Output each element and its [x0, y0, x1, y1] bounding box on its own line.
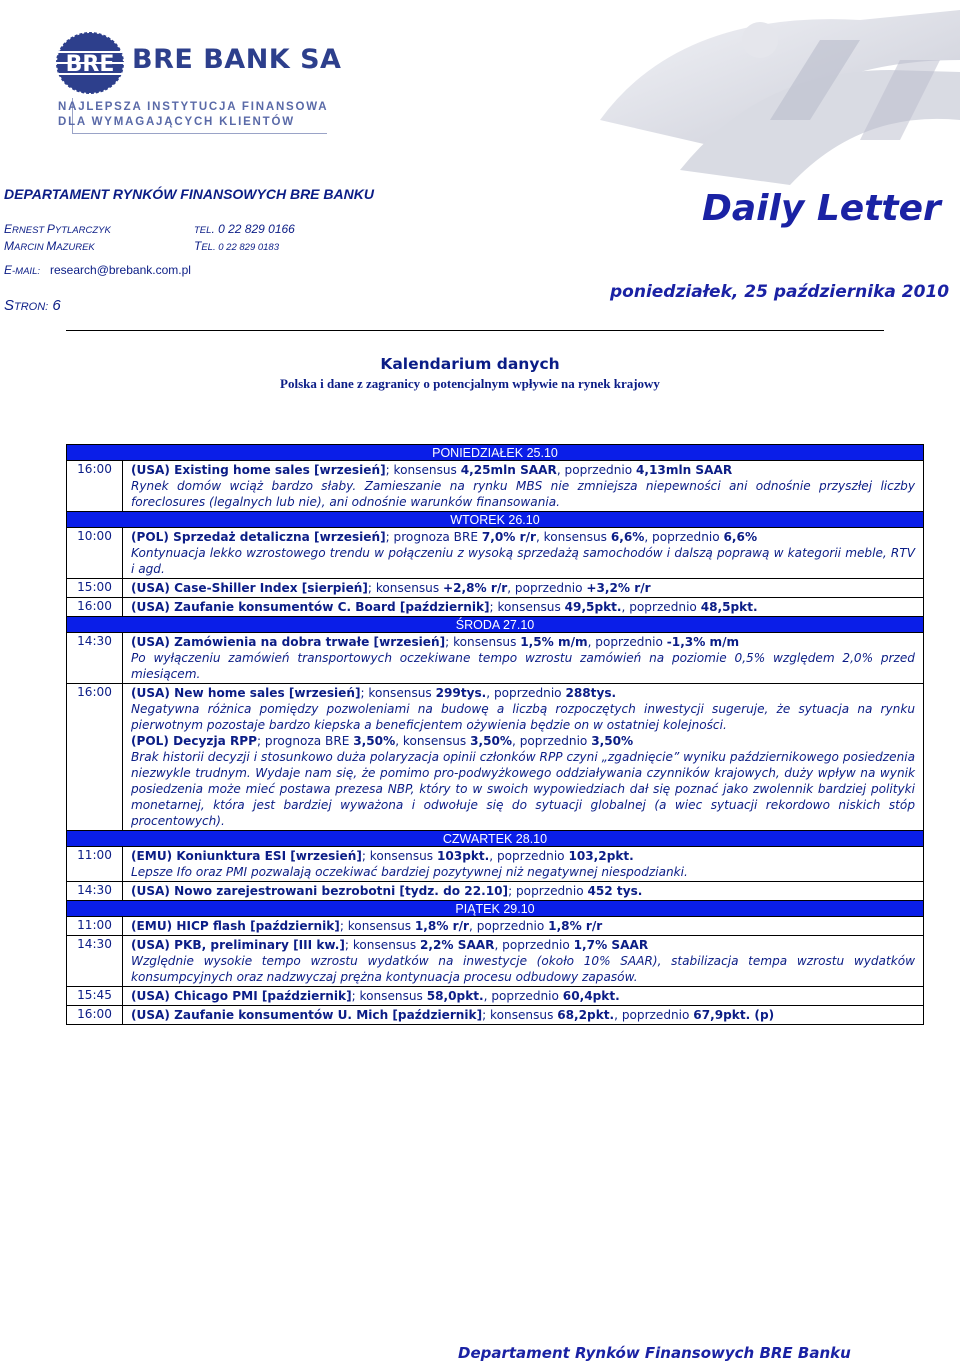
entry-headline	[131, 529, 915, 545]
headline-text: , poprzednio	[644, 530, 724, 544]
contact-1-initial2: P	[46, 222, 55, 236]
contact-1-tel-label: TEL	[194, 225, 212, 236]
bank-name: BRE BANK SA	[132, 44, 342, 75]
day-header: WTOREK 26.10	[67, 512, 923, 528]
calendar-entry	[67, 461, 923, 512]
headline-text: ; konsensus	[360, 686, 436, 700]
headline-text: ; prognoza BRE	[385, 530, 482, 544]
headline-value: (USA) Existing home sales [wrzesień]	[131, 463, 386, 477]
entry-time: 11:00	[67, 847, 123, 881]
contact-2-initial2: M	[46, 239, 57, 253]
headline-text: ; konsensus	[339, 919, 415, 933]
entry-commentary: Względnie wysokie tempo wzrostu wydatków na inwestycje (około 10% SAAR), stabilizacja tempa wzrostu wydatków konsumpcyjnych oraz nadzwyczaj prężna kontynuacja procesu odbudowy zapasów.	[131, 954, 915, 984]
entry-body	[123, 936, 923, 986]
contact-1-rest1: RNEST	[12, 225, 47, 236]
pages-row	[4, 297, 61, 314]
entry-headline	[131, 634, 915, 650]
entry-time: 14:30	[67, 936, 123, 986]
calendar-title: Kalendarium danych	[380, 355, 560, 373]
entry-time: 10:00	[67, 528, 123, 578]
email-label: -MAIL:	[12, 266, 40, 277]
headline-text: , poprzednio	[621, 600, 701, 614]
calendar-entry	[67, 936, 923, 987]
contact-2-rest2: AZUREK	[56, 242, 95, 253]
contact-2-rest1: ARCIN	[14, 242, 47, 253]
headline-value: 1,8% r/r	[414, 919, 469, 933]
headline-value: -1,3% m/m	[666, 635, 740, 649]
headline-text: ; konsensus	[367, 581, 443, 595]
headline-text: , poprzednio	[494, 938, 574, 952]
calendar-subtitle: Polska i dane z zagranicy o potencjalnym wpływie na rynek krajowy	[280, 376, 660, 391]
entry-commentary: Brak historii decyzji i stosunkowo duża polaryzacja opinii członków RPP czyni „zgadnięcie” wyniku październikowego posiedzenia niezwykle trudnym. Wydaje nam się, że pomimo pro-podwyżkowego oddziaływania czynników krajowych, duży wpływ na wynik posiedzenia może mieć postawa prezesa NBP, który to w swoich wypowiedziach dał się poznać jako zwolennik bardziej polityki monetarnej, która jest bardziej wyważona i odwołuje się do sytuacji globalnej (a wiec sytuacji rekordowo niskich stóp procentowych).	[131, 750, 915, 828]
header-divider	[66, 330, 884, 331]
entry-time: 16:00	[67, 461, 123, 511]
headline-value: 68,2pkt.	[557, 1008, 615, 1022]
headline-value: 452 tys.	[587, 884, 643, 898]
entry-body	[123, 882, 923, 900]
headline-value: (POL) Sprzedaż detaliczna [wrzesień]	[131, 530, 386, 544]
calendar-entry	[67, 528, 923, 579]
headline-value: 3,50%	[353, 734, 396, 748]
entry-time: 14:30	[67, 633, 123, 683]
entry-body	[123, 461, 923, 511]
entry-headline	[131, 733, 915, 749]
entry-headline	[131, 1007, 915, 1023]
email-row	[4, 263, 191, 277]
entry-headline	[131, 848, 915, 864]
headline-value: 1,7% SAAR	[573, 938, 649, 952]
entry-body	[123, 633, 923, 683]
calendar-entry	[67, 1006, 923, 1024]
headline-value: (POL) Decyzja RPP	[131, 734, 258, 748]
headline-value: (USA) New home sales [wrzesień]	[131, 686, 361, 700]
entry-headline	[131, 599, 915, 615]
email-link[interactable]: research@brebank.com.pl	[50, 263, 191, 277]
entry-headline	[131, 988, 915, 1004]
contact-2-initial1: M	[4, 239, 14, 253]
headline-value: (USA) Zamówienia na dobra trwałe [wrzesień]	[131, 635, 446, 649]
headline-text: ; poprzednio	[508, 884, 588, 898]
entry-time: 11:00	[67, 917, 123, 935]
headline-text: , poprzednio	[614, 1008, 694, 1022]
entry-headline	[131, 937, 915, 953]
headline-value: 2,2% SAAR	[419, 938, 495, 952]
bre-watermark-graphic	[560, 0, 960, 190]
entry-time: 15:45	[67, 987, 123, 1005]
calendar-entry	[67, 917, 923, 936]
tagline-line-1: NAJLEPSZA INSTYTUCJA FINANSOWA	[58, 101, 329, 113]
entry-headline	[131, 883, 915, 899]
pages-label-initial: S	[4, 297, 15, 314]
tagline	[58, 100, 328, 130]
contact-row-1	[4, 222, 295, 236]
headline-value: 6,6%	[610, 530, 645, 544]
headline-value: (EMU) Koniunktura ESI [wrzesień]	[131, 849, 362, 863]
calendar-entry	[67, 882, 923, 901]
headline-text: , poprzednio	[486, 686, 566, 700]
headline-text: , poprzednio	[469, 919, 549, 933]
headline-text: ; konsensus	[361, 849, 437, 863]
entry-body	[123, 528, 923, 578]
headline-value: 7,0% r/r	[481, 530, 536, 544]
entry-time: 16:00	[67, 1006, 123, 1024]
headline-text: ; konsensus	[385, 463, 461, 477]
calendar-entry	[67, 598, 923, 617]
calendar-entry	[67, 847, 923, 882]
entry-body	[123, 987, 923, 1005]
entry-commentary: Lepsze Ifo oraz PMI pozwalają oczekiwać bardziej pozytywnej niż negatywnej niespodzianki.	[131, 865, 688, 879]
headline-text: ; prognoza BRE	[257, 734, 354, 748]
department-name: DEPARTAMENT RYNKÓW FINANSOWYCH BRE BANKU	[4, 186, 374, 202]
entry-commentary: Kontynuacja lekko wzrostowego trendu w połączeniu z wysoką sprzedażą samochodów i dalszą poprawą w kategorii meble, RTV i agd.	[131, 546, 915, 576]
headline-value: 1,5% m/m	[520, 635, 588, 649]
footer-department: Departament Rynków Finansowych BRE Banku	[458, 1344, 851, 1362]
tagline-line-2: DLA WYMAGAJĄCYCH KLIENTÓW	[58, 116, 295, 128]
headline-text: , poprzednio	[507, 581, 587, 595]
contact-2-phone	[194, 239, 279, 253]
headline-text: , poprzednio	[556, 463, 636, 477]
headline-value: 4,25mln SAAR	[460, 463, 557, 477]
headline-text: ; konsensus	[482, 1008, 558, 1022]
contact-2-tel-initial: T	[194, 239, 202, 253]
contact-1-initial1: E	[4, 222, 13, 236]
calendar-entry	[67, 684, 923, 831]
entry-headline	[131, 685, 915, 701]
entry-headline	[131, 580, 915, 596]
headline-value: (USA) Zaufanie konsumentów C. Board [październik]	[131, 600, 490, 614]
entry-time: 16:00	[67, 598, 123, 616]
headline-value: 288tys.	[565, 686, 617, 700]
headline-value: 48,5pkt.	[700, 600, 758, 614]
email-label-initial: E	[4, 263, 13, 277]
entry-commentary: Negatywna różnica pomiędzy pozwoleniami na budowę a liczbą rozpoczętych inwestycji sugeruje, że sytuacja na rynku pierwotnym pozostaje bardzo kiepska a beneficjentem ożywienia będzie on w ostatniej kolejności.	[131, 702, 915, 732]
headline-value: 1,8% r/r	[548, 919, 603, 933]
headline-value: 299tys.	[435, 686, 487, 700]
entry-headline	[131, 462, 915, 478]
entry-body	[123, 684, 923, 830]
pages-label: TRON:	[14, 301, 49, 313]
headline-text: ; konsensus	[344, 938, 420, 952]
headline-value: (EMU) HICP flash [październik]	[131, 919, 340, 933]
headline-text: , poprzednio	[483, 989, 563, 1003]
headline-value: 60,4pkt.	[562, 989, 620, 1003]
bre-globe-logo-icon	[54, 30, 126, 96]
entry-body	[123, 579, 923, 597]
contact-2-tel-rest: EL. 0 22 829 0183	[201, 242, 279, 253]
entry-time: 16:00	[67, 684, 123, 830]
headline-value: 67,9pkt. (p)	[693, 1008, 775, 1022]
contact-row-2	[4, 239, 279, 253]
headline-value: 49,5pkt.	[564, 600, 622, 614]
headline-text: , poprzednio	[512, 734, 592, 748]
headline-value: 103pkt.	[436, 849, 490, 863]
headline-text: , konsensus	[535, 530, 611, 544]
headline-text: ; konsensus	[489, 600, 565, 614]
entry-headline	[131, 918, 915, 934]
contact-1-tel-number: . 0 22 829 0166	[211, 222, 295, 236]
headline-value: (USA) PKB, preliminary [III kw.]	[131, 938, 345, 952]
entry-body	[123, 847, 923, 881]
headline-value: (USA) Case-Shiller Index [sierpień]	[131, 581, 368, 595]
logo-mark-text: BRE	[65, 52, 115, 77]
calendar-entry	[67, 579, 923, 598]
entry-body	[123, 1006, 923, 1024]
headline-value: (USA) Zaufanie konsumentów U. Mich [październik]	[131, 1008, 483, 1022]
entry-commentary: Rynek domów wciąż bardzo słaby. Zamieszanie na rynku MBS nie zmniejsza niepewności ani odnośnie przyszłej liczby foreclosures (legalnych lub nie), ani odnośnie warunków finansowania.	[131, 479, 915, 509]
calendar-table	[66, 444, 924, 1025]
headline-value: 3,50%	[591, 734, 634, 748]
contact-1-phone	[194, 222, 295, 236]
headline-text: , poprzednio	[489, 849, 569, 863]
entry-time: 15:00	[67, 579, 123, 597]
publication-date: poniedziałek, 25 października 2010	[610, 282, 950, 302]
entry-body	[123, 917, 923, 935]
publication-title: Daily Letter	[702, 188, 941, 229]
headline-value: (USA) Chicago PMI [październik]	[131, 989, 352, 1003]
headline-text: ; konsensus	[445, 635, 521, 649]
calendar-entry	[67, 987, 923, 1006]
headline-text: , konsensus	[395, 734, 471, 748]
day-header: CZWARTEK 28.10	[67, 831, 923, 847]
headline-text: ; konsensus	[351, 989, 427, 1003]
headline-value: 4,13mln SAAR	[636, 463, 733, 477]
contact-1-rest2: YTLARCZYK	[54, 225, 111, 236]
headline-value: +3,2% r/r	[586, 581, 651, 595]
day-header: ŚRODA 27.10	[67, 617, 923, 633]
day-header: PIĄTEK 29.10	[67, 901, 923, 917]
headline-value: +2,8% r/r	[442, 581, 508, 595]
entry-commentary: Po wyłączeniu zamówień transportowych oczekiwane tempo wzrostu zamówień na poziomie 0,5% względem 2,0% przed miesiącem.	[131, 651, 915, 681]
headline-value: 6,6%	[723, 530, 758, 544]
day-header: PONIEDZIAŁEK 25.10	[67, 445, 923, 461]
pages-value: 6	[52, 297, 61, 314]
calendar-entry	[67, 633, 923, 684]
entry-time: 14:30	[67, 882, 123, 900]
headline-text: , poprzednio	[587, 635, 667, 649]
headline-value: 103,2pkt.	[568, 849, 634, 863]
entry-body	[123, 598, 923, 616]
headline-value: (USA) Nowo zarejestrowani bezrobotni [tydz. do 22.10]	[131, 884, 509, 898]
headline-value: 58,0pkt.	[426, 989, 484, 1003]
headline-value: 3,50%	[470, 734, 513, 748]
bank-logo	[40, 30, 500, 140]
